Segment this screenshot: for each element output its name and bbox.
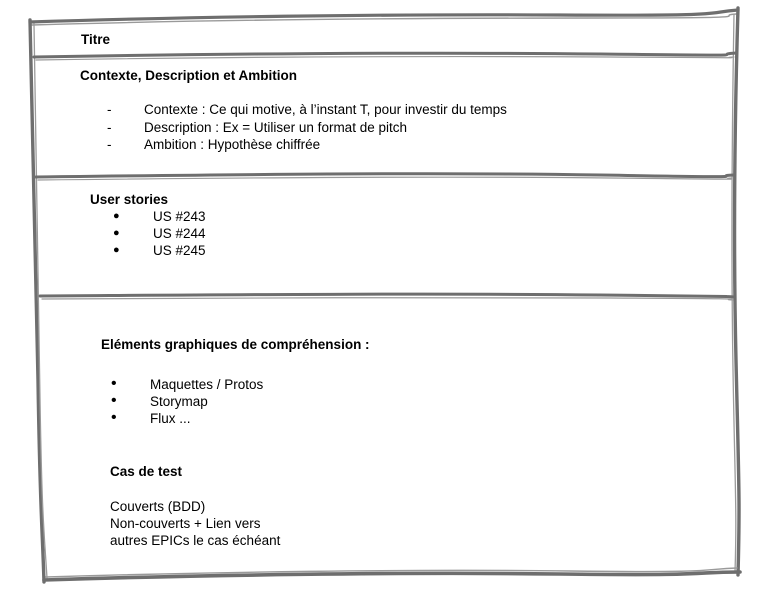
dash-marker: - [107,137,112,152]
bullet-icon: ● [113,210,120,222]
test-cases-line: Non-couverts + Lien vers [110,516,261,531]
title-label: Titre [81,32,111,47]
test-cases-heading: Cas de test [110,464,183,479]
user-story-link[interactable]: US #245 [153,243,206,258]
context-heading: Contexte, Description et Ambition [80,68,298,83]
divider-context [36,174,734,177]
bullet-icon: • [111,409,117,426]
graphics-item-text: Maquettes / Protos [150,377,264,392]
ambition-item-text: Ambition : Hypothèse chiffrée [144,137,321,152]
user-story-link[interactable]: US #243 [153,209,206,224]
bullet-icon: • [111,375,117,392]
test-cases-line: Couverts (BDD) [110,499,206,514]
user-stories-heading: User stories [90,192,169,207]
bullet-icon: ● [113,227,120,239]
divider-user-stories [40,294,735,297]
context-item-text: Contexte : Ce qui motive, à l’instant T, pour investir du temps [144,102,507,117]
description-item-text: Description : Ex = Utiliser un format de pitch [144,120,407,135]
dash-marker: - [107,120,112,135]
dash-marker: - [107,102,112,117]
user-story-link[interactable]: US #244 [153,226,206,241]
graphics-item-text: Storymap [150,394,208,409]
frame-bottom-border [44,572,740,580]
frame-top-border [30,10,738,22]
bullet-icon: ● [113,244,120,256]
graphics-heading: Eléments graphiques de compréhension : [101,337,370,352]
test-cases-line: autres EPICs le cas échéant [110,533,281,548]
bullet-icon: • [111,392,117,409]
graphics-item-text: Flux ... [150,411,191,426]
